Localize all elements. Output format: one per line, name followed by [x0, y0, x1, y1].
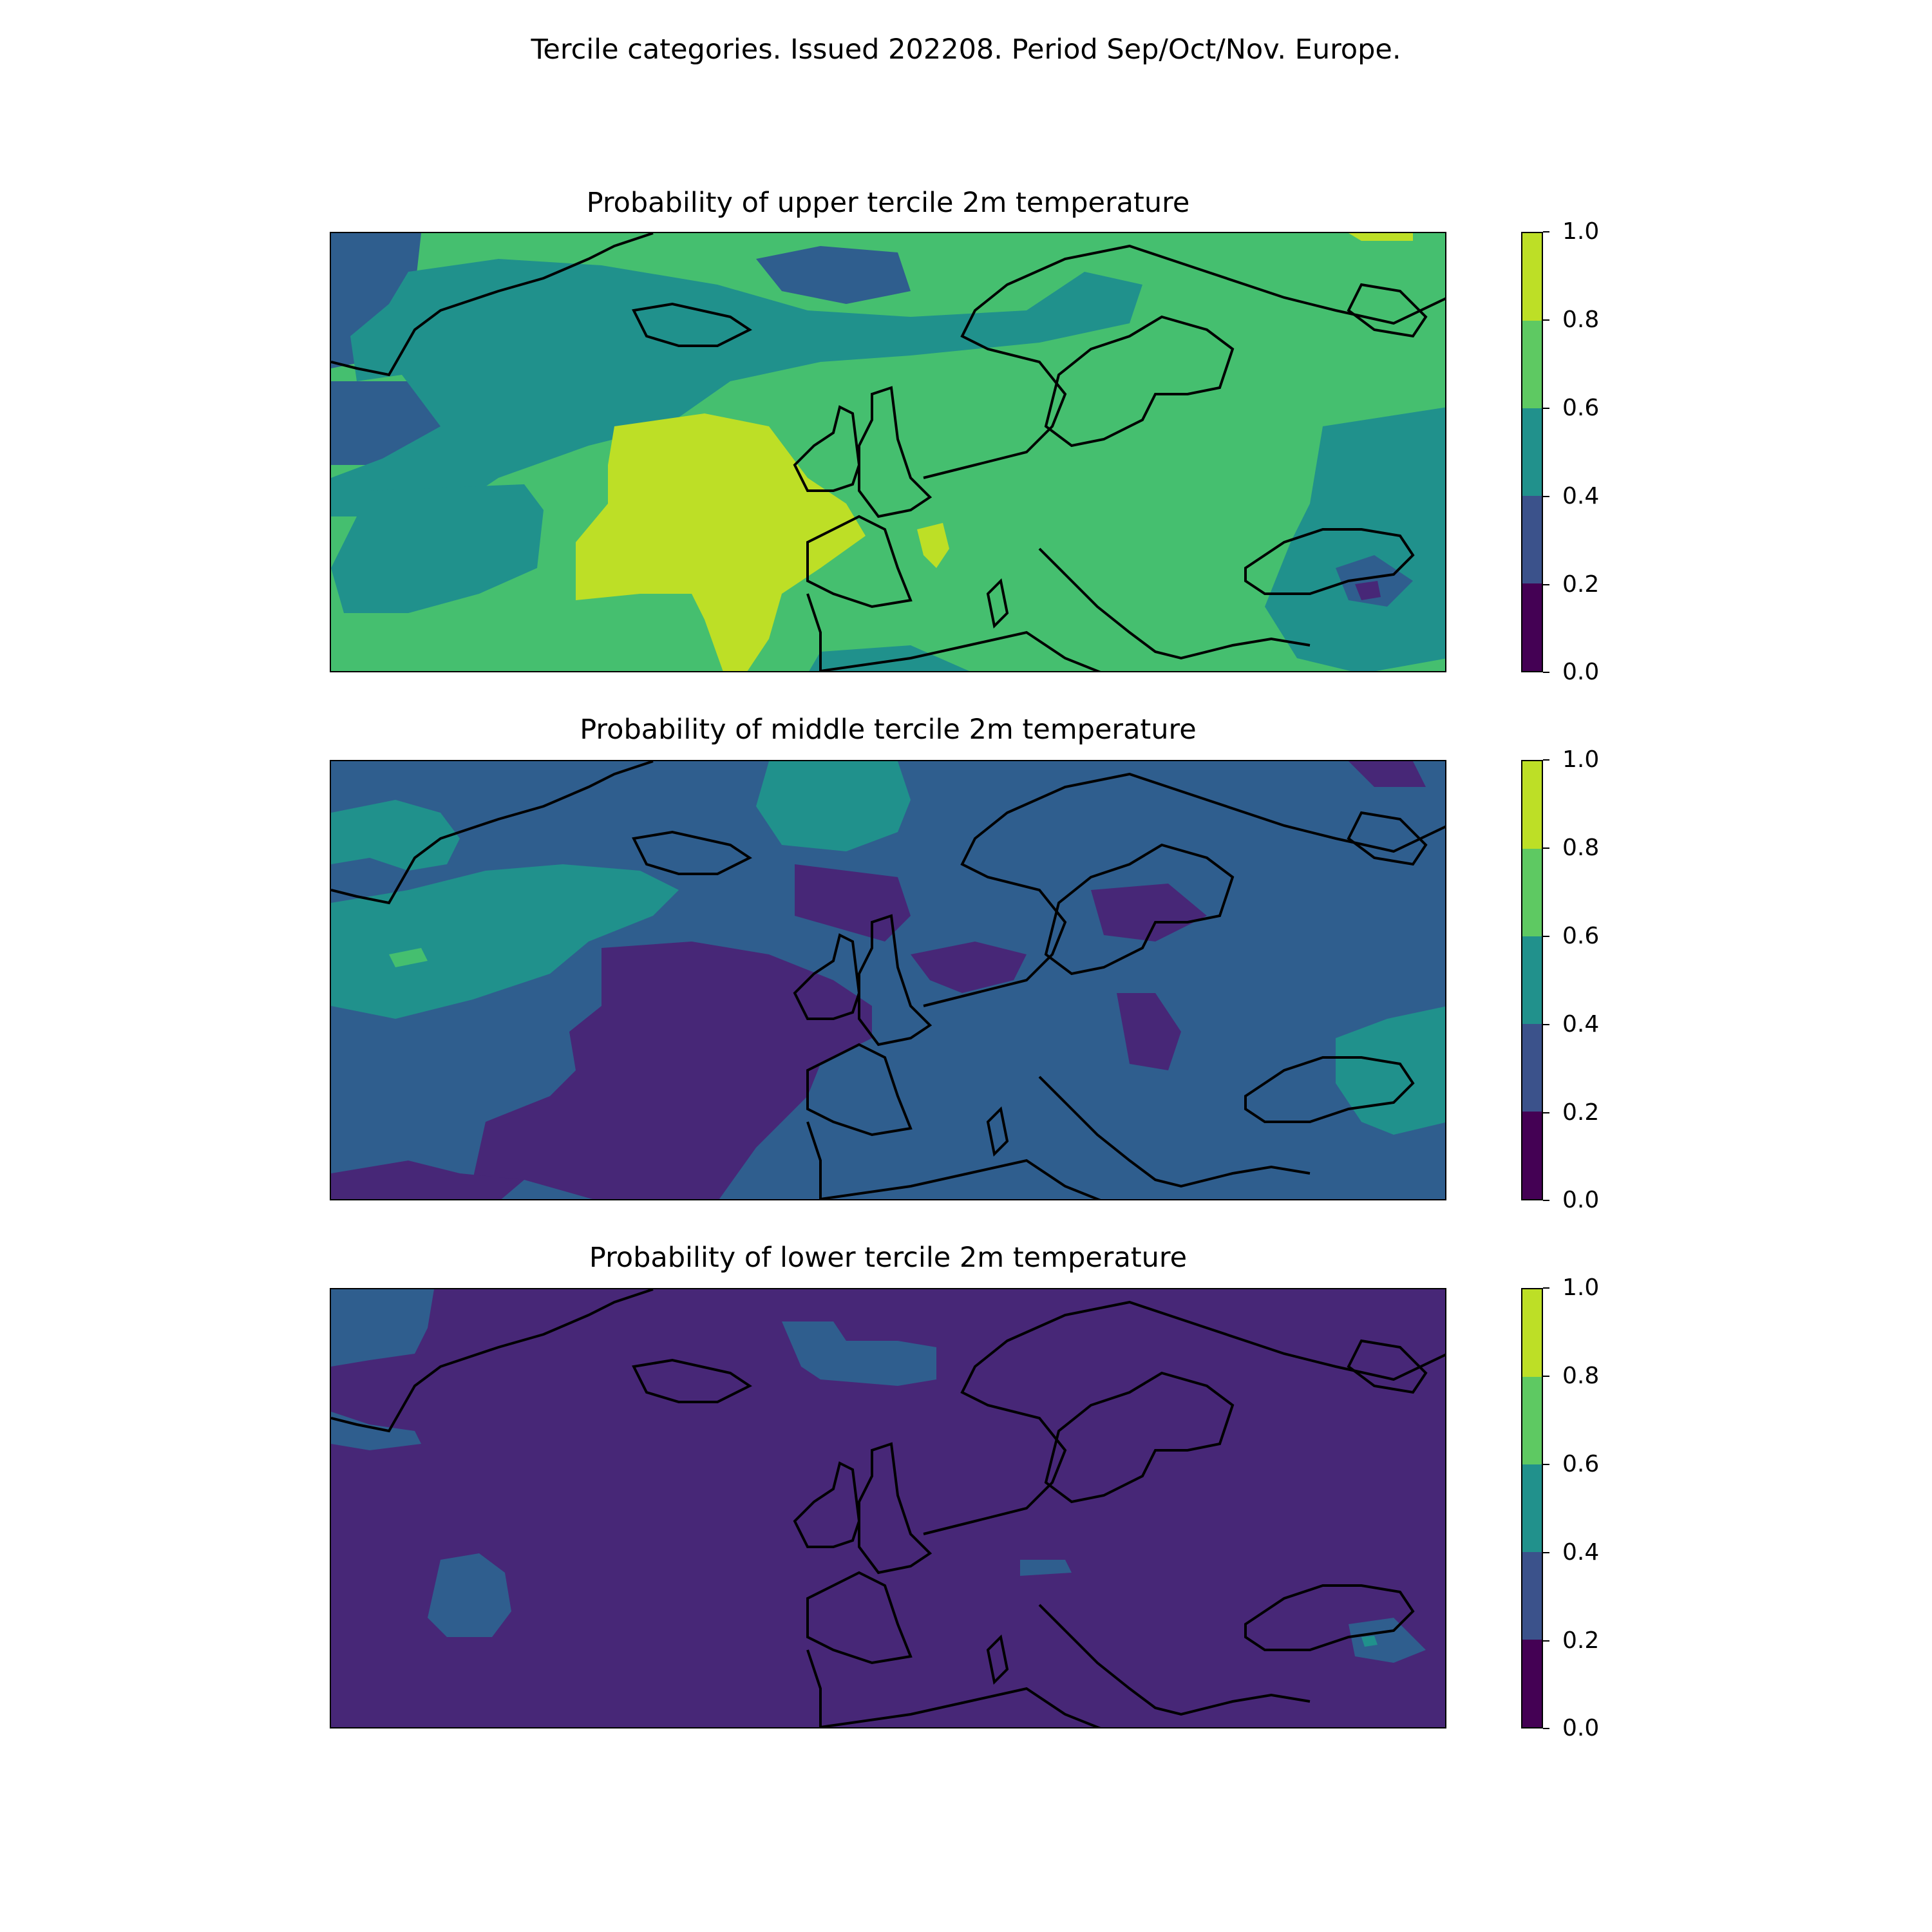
colorbar-lower — [1521, 1288, 1543, 1728]
map-upper-tercile — [330, 232, 1446, 672]
colorbar-tick-label: 0.8 — [1562, 307, 1600, 333]
colorbar-upper — [1521, 232, 1543, 672]
colorbar-tick-label: 0.2 — [1562, 1099, 1600, 1126]
figure-title: Tercile categories. Issued 202208. Period Sep/Oct/Nov. Europe. — [531, 33, 1401, 66]
colorbar-tick-label: 0.0 — [1562, 659, 1600, 685]
colorbar-tick-label: 0.6 — [1562, 923, 1600, 949]
colorbar-tick-label: 1.0 — [1562, 218, 1600, 245]
colorbar-tick-label: 0.0 — [1562, 1715, 1600, 1741]
colorbar-tick-label: 0.2 — [1562, 571, 1600, 598]
panel-title-upper: Probability of upper tercile 2m temperature — [586, 187, 1190, 219]
colorbar-tick-label: 0.4 — [1562, 1011, 1600, 1037]
panel-title-middle: Probability of middle tercile 2m temperature — [580, 714, 1197, 746]
map-lower-tercile — [330, 1288, 1446, 1728]
panel-title-lower: Probability of lower tercile 2m temperature — [589, 1242, 1188, 1274]
colorbar-tick-label: 0.2 — [1562, 1627, 1600, 1654]
colorbar-tick-label: 0.6 — [1562, 1451, 1600, 1477]
colorbar-tick-label: 1.0 — [1562, 746, 1600, 773]
colorbar-tick-label: 0.8 — [1562, 1363, 1600, 1389]
map-middle-tercile — [330, 760, 1446, 1200]
colorbar-tick-label: 0.4 — [1562, 1539, 1600, 1566]
colorbar-tick-label: 0.6 — [1562, 395, 1600, 421]
colorbar-middle — [1521, 760, 1543, 1200]
colorbar-tick-label: 0.4 — [1562, 483, 1600, 509]
colorbar-tick-label: 0.8 — [1562, 835, 1600, 861]
colorbar-tick-label: 1.0 — [1562, 1274, 1600, 1301]
colorbar-tick-label: 0.0 — [1562, 1187, 1600, 1213]
